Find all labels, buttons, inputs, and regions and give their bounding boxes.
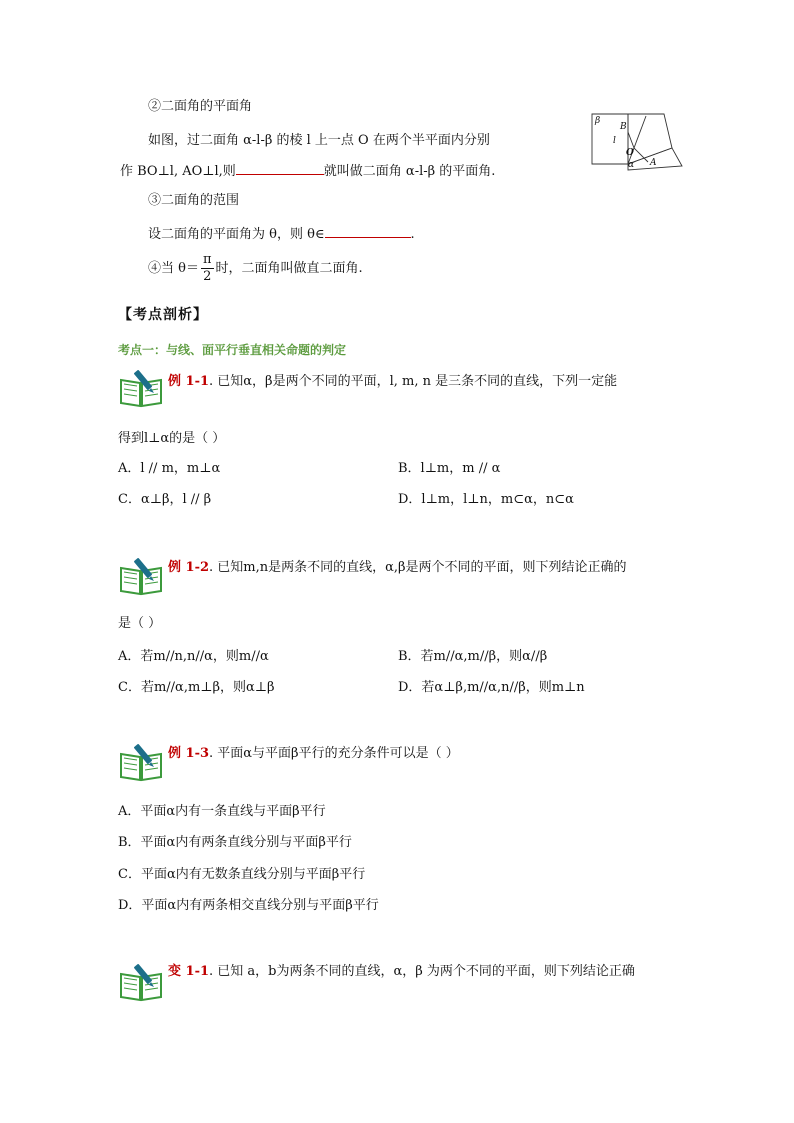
book-pencil-icon [118, 556, 164, 596]
book-pencil-icon [118, 368, 164, 408]
range-line-a: 设二面角的平面角为 θ，则 θ∈ [148, 227, 325, 242]
example-1-3-option-c[interactable]: C．平面α内有无数条直线分别与平面β平行 [118, 867, 366, 882]
example-1-3-stem [168, 745, 459, 763]
example-1-2-option-a[interactable]: A．若m//n,n//α，则m//α [118, 649, 269, 664]
ray-OB [628, 132, 634, 148]
book-pencil-icon [118, 962, 164, 1002]
definition-line-2 [120, 161, 495, 181]
range-line-b: . [410, 227, 415, 242]
example-1-1-option-b[interactable]: B．l⊥m，m // α [398, 461, 501, 476]
topic-1-title: 考点一：与线、面平行垂直相关命题的判定 [118, 343, 347, 357]
label-l: l [613, 136, 616, 146]
example-1-1-option-d[interactable]: D．l⊥m，l⊥n，m⊂α，n⊂α [398, 492, 574, 507]
book-pencil-icon [118, 742, 164, 782]
label-A: A [650, 158, 657, 168]
range-line [148, 224, 415, 244]
section-title-range: ③二面角的范围 [148, 193, 240, 208]
variant-1-1-stem [168, 963, 635, 981]
example-1-2-text: . 已知m,n是两条不同的直线，α,β是两个不同的平面，则下列结论正确的 [209, 560, 627, 575]
section-title-plane-angle: ②二面角的平面角 [148, 99, 253, 114]
variant-1-1-label: 变 1-1 [168, 964, 210, 979]
example-1-2-stem-cont: 是（ ） [118, 616, 162, 631]
example-1-1-stem-cont: 得到l⊥α的是（ ） [118, 431, 226, 446]
right-dihedral-suffix: 时，二面角叫做直二面角. [215, 261, 363, 276]
variant-1-1-text: . 已知 a，b为两条不同的直线，α，β 为两个不同的平面，则下列结论正确 [209, 964, 635, 979]
right-dihedral-line [148, 252, 363, 285]
fraction-numerator: π [202, 252, 212, 267]
example-1-3-label: 例 1-3 [168, 746, 210, 761]
example-1-1-text: . 已知α，β是两个不同的平面，l, m, n 是三条不同的直线，下列一定能 [209, 374, 618, 389]
definition-line-2b: 就叫做二面角 α-l-β 的平面角. [323, 164, 496, 179]
label-alpha: α [628, 160, 635, 170]
dihedral-angle-figure [588, 110, 684, 176]
label-B: B [620, 122, 627, 132]
example-1-1-label: 例 1-1 [168, 374, 210, 389]
example-1-2-stem [168, 559, 627, 577]
example-1-2-label: 例 1-2 [168, 560, 210, 575]
example-1-2-option-c[interactable]: C．若m//α,m⊥β，则α⊥β [118, 680, 275, 695]
example-1-1-stem [168, 373, 617, 391]
example-1-3-option-a[interactable]: A．平面α内有一条直线与平面β平行 [118, 804, 326, 819]
ray-OA [634, 148, 648, 162]
example-1-2-option-b[interactable]: B．若m//α,m//β，则α//β [398, 649, 548, 664]
plane-beta-front [628, 114, 672, 164]
example-1-3-option-b[interactable]: B．平面α内有两条直线分别与平面β平行 [118, 835, 352, 850]
definition-line-2a: 作 BO⊥l, AO⊥l,则 [120, 164, 236, 179]
label-O: O [626, 148, 634, 158]
example-1-1-option-a[interactable]: A．l // m，m⊥α [118, 461, 221, 476]
fraction-denominator: 2 [203, 269, 212, 284]
label-beta: β [595, 116, 601, 126]
section-heading-analysis: 【考点剖析】 [118, 307, 208, 323]
example-1-3-option-d[interactable]: D．平面α内有两条相交直线分别与平面β平行 [118, 898, 379, 913]
example-1-2-option-d[interactable]: D．若α⊥β,m//α,n//β，则m⊥n [398, 680, 585, 695]
fraction-pi-over-2 [201, 252, 214, 285]
answer-blank-plane-angle[interactable] [236, 161, 324, 175]
answer-blank-range[interactable] [325, 224, 411, 238]
right-dihedral-prefix: ④当 θ＝ [148, 261, 199, 276]
example-1-3-text: . 平面α与平面β平行的充分条件可以是（ ） [209, 746, 459, 761]
definition-line-1: 如图，过二面角 α-l-β 的棱 l 上一点 O 在两个半平面内分别 [148, 133, 490, 148]
example-1-1-option-c[interactable]: C．α⊥β，l // β [118, 492, 212, 507]
